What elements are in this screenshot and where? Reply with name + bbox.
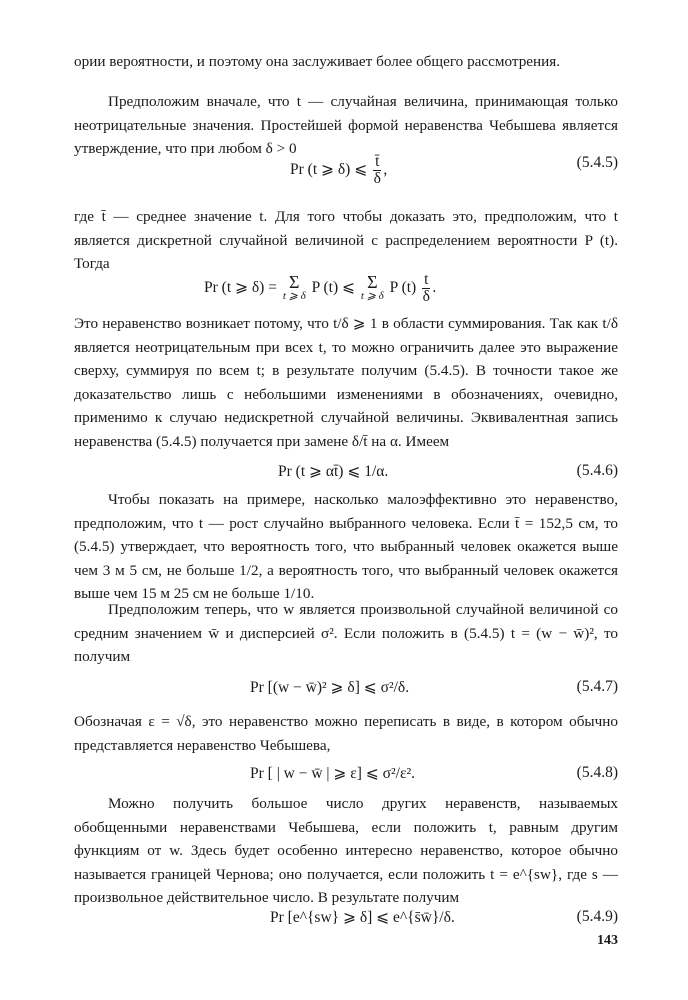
sum-sign-1 bbox=[282, 271, 306, 303]
eq2-fraction bbox=[422, 272, 430, 305]
eq1-tail: , bbox=[383, 161, 388, 179]
eq2-tail: . bbox=[432, 279, 437, 297]
equation-5-4-6 bbox=[74, 458, 618, 488]
eq2-numerator: t bbox=[424, 271, 429, 288]
eq1-numerator: t̄ bbox=[375, 153, 380, 170]
eq1-fraction bbox=[373, 154, 381, 187]
equation-5-4-6-formula: Pr (t ⩾ αt̄) ⩽ 1/α. bbox=[278, 463, 389, 480]
sum-limit-1: t ⩾ δ bbox=[282, 289, 306, 302]
sum-limit-2: t ⩾ δ bbox=[360, 289, 384, 302]
equation-number: (5.4.9) bbox=[576, 908, 618, 925]
sum-symbol: Σ bbox=[289, 271, 300, 292]
paragraph-epsilon: Обозначая ε = √δ, это неравенство можно переписать в виде, в котором обычно представляется неравенство Чебышева, bbox=[74, 713, 618, 754]
eq2-mid: P (t) ⩽ bbox=[311, 279, 356, 297]
paragraph-height-example: Чтобы показать на примере, насколько малоэффективно это неравенство, предположим, что t — рост случайно выбранного человека. Если t̄ = 152,5 см, то (5.4.5) утверждает, что вероятность того, что выбранный человек окажется выше чем 3 м 5 см, не больше 1/2, а вероятность того, что выбранный человек окажется выше чем 15 м 25 см не больше 1/10. bbox=[74, 491, 618, 603]
equation-5-4-7-formula: Pr [(w − w̄)² ⩾ δ] ⩽ σ²/δ. bbox=[250, 679, 410, 696]
sum-sign-2 bbox=[360, 271, 384, 303]
equation-5-4-5 bbox=[74, 150, 618, 187]
equation-sum-formula bbox=[204, 272, 436, 305]
eq1-denominator: δ bbox=[373, 170, 381, 187]
equation-5-4-9 bbox=[74, 904, 618, 934]
equation-5-4-7 bbox=[74, 674, 618, 704]
paragraph-variance: Предположим теперь, что w является произвольной случайной величиной со средним значением w̄ и дисперсией σ². Если положить в (5.4.5) t = (w − w̄)², то получим bbox=[74, 601, 618, 666]
equation-number: (5.4.6) bbox=[576, 462, 618, 479]
equation-number: (5.4.5) bbox=[576, 154, 618, 171]
equation-5-4-5-formula bbox=[290, 154, 387, 187]
paragraph-chernoff: Можно получить большое число других неравенств, называемых обобщенными неравенствами Чебышева, если положить t, равным другим функциям от w. Здесь будет особенно интересно неравенство, которое обычно называется границей Чернова; оно получается, если положить t = e^{sw}, где s — произвольное действительное число. В результате получим bbox=[74, 795, 618, 907]
paragraph-proof-explanation: Это неравенство возникает потому, что t/δ ⩾ 1 в области суммирования. Так как t/δ является неотрицательным при всех t, то можно ограничить далее это выражение сверху, суммируя по всем t; в результате получим (5.4.5). В точности такое же доказательство лишь с небольшими изменениями в обозначениях, очевидно, применимо к случаю недискретной случайной величины. Эквивалентная запись неравенства (5.4.5) получается при замене δ/t̄ на α. Имеем bbox=[74, 315, 618, 450]
equation-sum bbox=[74, 268, 618, 308]
eq2-p: P (t) bbox=[389, 279, 417, 297]
equation-number: (5.4.8) bbox=[576, 764, 618, 781]
paragraph-continuation: ории вероятности, и поэтому она заслуживает более общего рассмотрения. bbox=[74, 53, 561, 70]
paragraph-proof-start: где t̄ — среднее значение t. Для того чтобы доказать это, предположим, что t является дискретной случайной величиной с распределением вероятности P (t). Тогда bbox=[74, 208, 618, 273]
equation-5-4-9-formula: Pr [e^{sw} ⩾ δ] ⩽ e^{s̄w̄}/δ. bbox=[270, 909, 455, 926]
equation-5-4-8-formula: Pr [ | w − w̄ | ⩾ ε] ⩽ σ²/ε². bbox=[250, 765, 416, 782]
equation-5-4-8 bbox=[74, 760, 618, 790]
eq2-lhs: Pr (t ⩾ δ) = bbox=[204, 279, 277, 297]
eq2-denominator: δ bbox=[422, 288, 430, 305]
equation-number: (5.4.7) bbox=[576, 678, 618, 695]
sum-symbol: Σ bbox=[367, 271, 378, 292]
paragraph-chebyshev-intro: Предположим вначале, что t — случайная величина, принимающая только неотрицательные значения. Простейшей формой неравенства Чебышева является утверждение, что при любом δ > 0 bbox=[74, 93, 618, 158]
page-number: 143 bbox=[597, 933, 618, 948]
eq1-lhs: Pr (t ⩾ δ) ⩽ bbox=[290, 161, 368, 179]
